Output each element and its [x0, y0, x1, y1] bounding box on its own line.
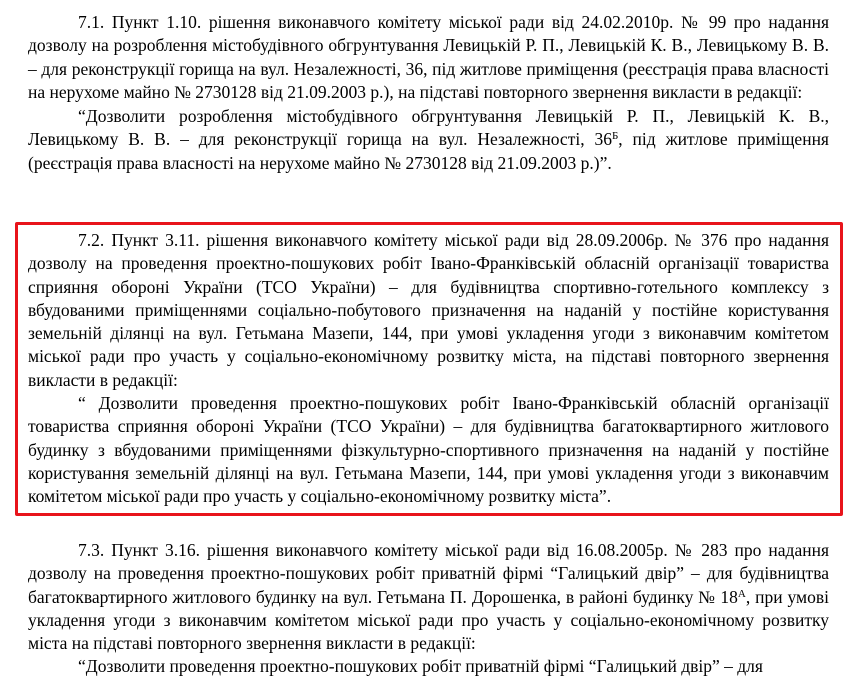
- paragraph-7-3-text-start: 7.3. Пункт 3.16. рішення виконавчого комітету міської ради від 16.08.2005р. № 283 про надання дозволу на проведення проектно-пошукових робіт приватній фірмі “Галицький двір” – для будівництва багатоквартирного житлового будинку на вул. Гетьмана П. Дорошенка, в районі будинку № 18: [28, 540, 829, 607]
- section-7-1: [28, 11, 829, 175]
- paragraph-7-1: 7.1. Пункт 1.10. рішення виконавчого комітету міської ради від 24.02.2010р. № 99 про надання дозволу на розроблення містобудівного обгрунтування Левицькій Р. П., Левицькій К. В., Левицькому В. В. – для реконструкції горища на вул. Незалежності, 36, під житлове приміщення (реєстрація права власності на нерухоме майно № 2730128 від 21.09.2003 р.), на підставі повторного звернення викласти в редакції:: [28, 12, 829, 102]
- section-7-3: [28, 539, 829, 679]
- quote-7-3: “Дозволити проведення проектно-пошукових робіт приватній фірмі “Галицький двір” – для: [78, 656, 763, 677]
- quote-7-1-text-end: , під житлове приміщення (реєстрація права власності на нерухоме майно № 2730128 від 21.09.2003 р.)”.: [28, 129, 829, 173]
- quote-7-1: [28, 105, 829, 175]
- paragraph-7-3-superscript: А: [737, 587, 746, 600]
- quote-7-2: “ Дозволити проведення проектно-пошукових робіт Івано-Франківській обласній організації товариства сприяння обороні України (ТСО України) – для будівництва багатоквартирного житлового будинку з вбудованими приміщеннями фізкультурно-спортивного призначення на наданій у постійне користування земельній ділянці на вул. Гетьмана Мазепи, 144, при умові укладення угоди з виконавчим комітетом міської ради про участь у соціально-економічному розвитку міста”.: [28, 393, 829, 507]
- paragraph-7-2: 7.2. Пункт 3.11. рішення виконавчого комітету міської ради від 28.09.2006р. № 376 про надання дозволу на проведення проектно-пошукових робіт Івано-Франківській обласній організації товариства сприяння обороні України (ТСО України) – для будівництва спортивно-готельного комплексу з вбудованими приміщеннями соціально-побутового призначення на наданій у постійне користування земельній ділянці на вул. Гетьмана Мазепи, 144, при умові укладення угоди з виконавчим комітетом міської ради про участь у соціально-економічному розвитку міста, на підставі повторного звернення викласти в редакції:: [28, 230, 829, 390]
- paragraph-7-3-text-end: , при умові укладення угоди з виконавчим комітетом міської ради про участь у соціально-економічному розвитку міста на підставі повторного звернення викласти в редакції:: [28, 586, 829, 654]
- quote-7-1-text-start: “Дозволити розроблення містобудівного обгрунтування Левицькій Р. П., Левицькій К. В., Левицькому В. В. – для реконструкції горища на вул. Незалежності, 36: [28, 106, 829, 150]
- quote-7-1-superscript: Б: [611, 130, 619, 143]
- section-7-2: [28, 229, 829, 509]
- paragraph-7-3: [28, 539, 829, 655]
